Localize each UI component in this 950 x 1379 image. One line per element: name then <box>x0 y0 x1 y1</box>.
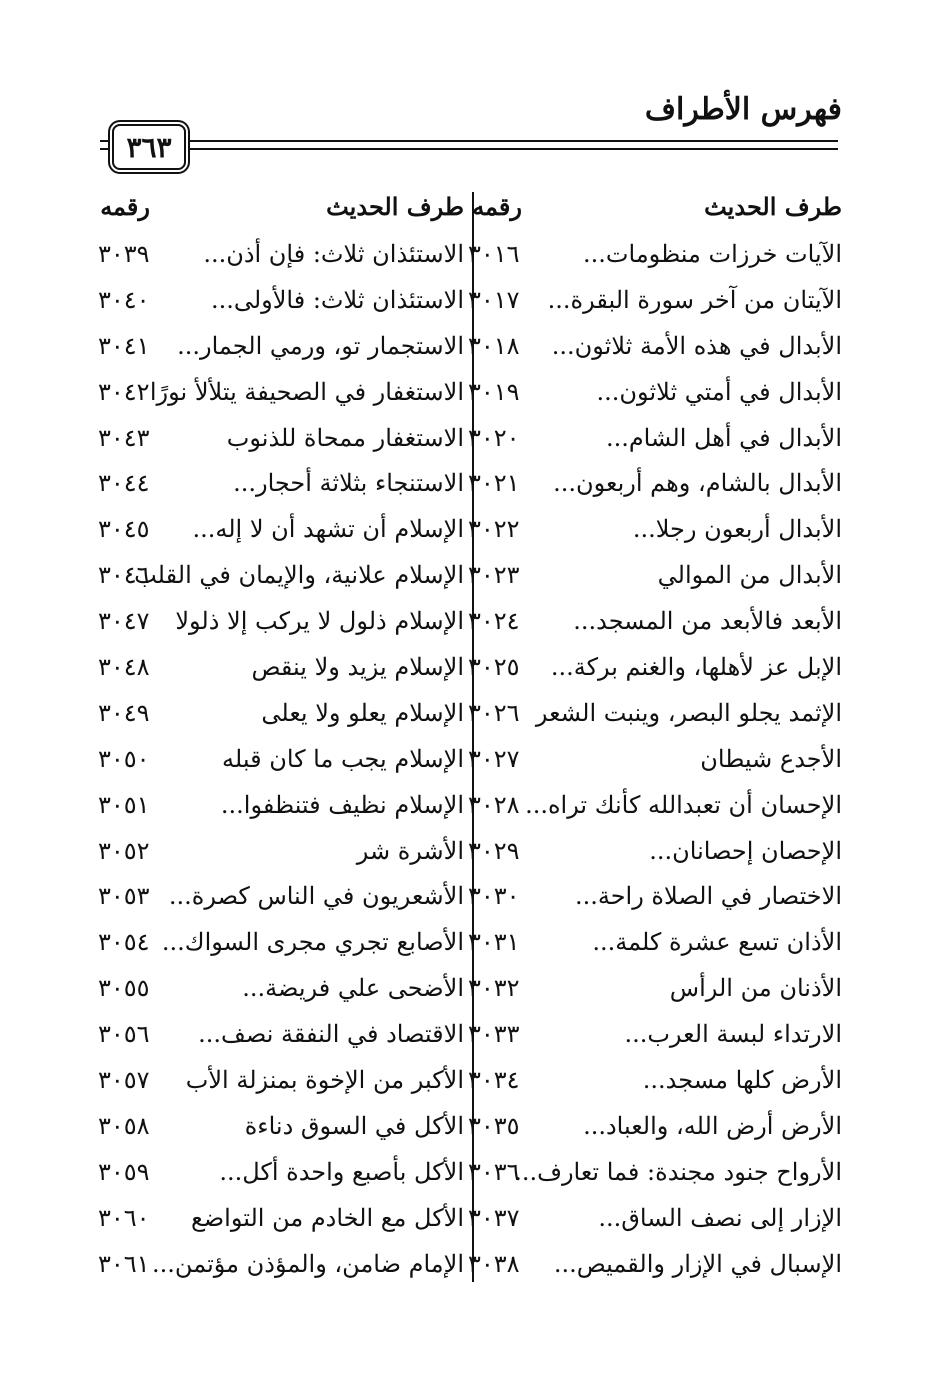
hadith-text: الاقتصاد في النفقة نصف... <box>198 1020 464 1049</box>
column-header-number: رقمه <box>100 192 150 221</box>
hadith-text: الإزار إلى نصف الساق... <box>598 1203 842 1232</box>
table-row <box>0 465 950 511</box>
hadith-text: الإحسان أن تعبدالله كأنك تراه... <box>525 790 842 819</box>
hadith-text: الأبدال بالشام، وهم أربعون... <box>553 469 842 498</box>
table-row <box>0 282 950 328</box>
hadith-number: ٣٠٥٨ <box>98 1111 150 1140</box>
hadith-number: ٣٠١٦ <box>468 240 520 268</box>
column-header-hadith: طرف الحديث <box>704 192 842 221</box>
hadith-text: الأبعد فالأبعد من المسجد... <box>573 607 842 636</box>
hadith-text: الأضحى علي فريضة... <box>242 974 464 1003</box>
hadith-text: الأبدال في أمتي ثلاثون... <box>596 377 842 406</box>
table-row <box>0 649 950 695</box>
header-rule <box>188 140 838 142</box>
table-row <box>0 374 950 420</box>
hadith-number: ٣٠٣٧ <box>468 1203 520 1232</box>
hadith-text: الأرض كلها مسجد... <box>642 1066 842 1095</box>
hadith-number: ٣٠٢٤ <box>468 607 520 636</box>
hadith-number: ٣٠٤٨ <box>98 653 150 682</box>
hadith-text: الاستغفار ممحاة للذنوب <box>226 423 464 452</box>
hadith-text: الاختصار في الصلاة راحة... <box>574 882 842 911</box>
hadith-number: ٣٠٤٦ <box>98 561 150 590</box>
hadith-text: الاستنجاء بثلاثة أحجار... <box>233 469 464 498</box>
hadith-number: ٣٠٢٨ <box>468 790 520 819</box>
hadith-number: ٣٠٣٨ <box>468 1249 520 1278</box>
hadith-number: ٣٠٥٦ <box>98 1020 150 1049</box>
column-header-hadith: طرف الحديث <box>326 192 464 221</box>
hadith-text: الإثمد يجلو البصر، وينبت الشعر <box>535 698 842 727</box>
hadith-text: الأبدال في هذه الأمة ثلاثون... <box>551 331 842 360</box>
hadith-number: ٣٠٤١ <box>98 331 150 360</box>
hadith-number: ٣٠٤٧ <box>98 607 150 636</box>
hadith-number: ٣٠٤٩ <box>98 698 150 727</box>
hadith-text: الأذنان من الرأس <box>669 974 842 1003</box>
hadith-number: ٣٠١٩ <box>468 377 520 406</box>
table-row <box>0 328 950 374</box>
hadith-text: الإسلام نظيف فتنظفوا... <box>220 790 464 819</box>
hadith-number: ٣٠٢٩ <box>468 836 520 865</box>
hadith-number: ٣٠٢٠ <box>468 423 520 452</box>
table-row <box>0 1062 950 1108</box>
table-row <box>0 1108 950 1154</box>
hadith-text: الاستجمار تو، ورمي الجمار... <box>177 331 464 360</box>
hadith-number: ٣٠٥٤ <box>98 928 150 957</box>
table-row <box>0 833 950 879</box>
hadith-number: ٣٠٥٥ <box>98 974 150 1003</box>
page-number: ٣٦٣ <box>112 124 186 170</box>
hadith-number: ٣٠٣٤ <box>468 1066 520 1095</box>
hadith-number: ٣٠٤٢ <box>98 377 150 406</box>
hadith-text: الأذان تسع عشرة كلمة... <box>592 928 842 957</box>
hadith-number: ٣٠٥١ <box>98 790 150 819</box>
table-row <box>0 1154 950 1200</box>
hadith-number: ٣٠٥٢ <box>98 836 150 865</box>
hadith-number: ٣٠٣٥ <box>468 1111 520 1140</box>
hadith-text: الإبل عز لأهلها، والغنم بركة... <box>550 653 842 682</box>
hadith-text: الآيتان من آخر سورة البقرة... <box>547 285 842 314</box>
hadith-text: الإمام ضامن، والمؤذن مؤتمن... <box>152 1249 464 1278</box>
hadith-number: ٣٠٥٩ <box>98 1157 150 1186</box>
hadith-number: ٣٠٣٢ <box>468 974 520 1003</box>
hadith-text: الإسلام يجب ما كان قبله <box>222 744 464 773</box>
hadith-number: ٣٠٣٠ <box>468 882 520 911</box>
page-title: فهرس الأطراف <box>644 92 842 127</box>
table-row <box>0 557 950 603</box>
index-table <box>0 236 950 1291</box>
hadith-number: ٣٠٤٥ <box>98 515 150 544</box>
hadith-number: ٣٠٢٢ <box>468 515 520 544</box>
hadith-number: ٣٠٤٤ <box>98 469 150 498</box>
hadith-text: الأبدال من الموالي <box>657 561 842 590</box>
column-header-number: رقمه <box>472 192 522 221</box>
hadith-text: الأكبر من الإخوة بمنزلة الأب <box>185 1066 464 1095</box>
hadith-number: ٣٠٢١ <box>468 469 520 498</box>
hadith-text: الإسلام ذلول لا يركب إلا ذلولا <box>175 607 464 636</box>
hadith-number: ٣٠٥٧ <box>98 1066 150 1095</box>
hadith-text: الاستغفار في الصحيفة يتلألأ نورًا <box>149 377 464 406</box>
hadith-text: الأبدال في أهل الشام... <box>605 423 842 452</box>
hadith-number: ٣٠٤٠ <box>98 285 150 314</box>
table-row <box>0 1246 950 1292</box>
hadith-text: الأرض أرض الله، والعباد... <box>583 1111 842 1140</box>
hadith-text: الآيات خرزات منظومات... <box>583 240 842 268</box>
table-row <box>0 420 950 466</box>
hadith-text: الإسلام يزيد ولا ينقص <box>251 653 464 682</box>
hadith-text: الأبدال أربعون رجلا... <box>632 515 842 544</box>
hadith-text: الإسلام يعلو ولا يعلى <box>261 698 464 727</box>
hadith-text: الإسلام أن تشهد أن لا إله... <box>192 515 464 544</box>
header-rule-double <box>188 148 838 150</box>
table-row <box>0 924 950 970</box>
hadith-number: ٣٠٣٣ <box>468 1020 520 1049</box>
table-row <box>0 511 950 557</box>
hadith-number: ٣٠١٧ <box>468 285 520 314</box>
hadith-text: الإحصان إحصانان... <box>649 836 842 865</box>
hadith-text: الأكل مع الخادم من التواضع <box>191 1203 464 1232</box>
table-row <box>0 878 950 924</box>
hadith-text: الاستئذان ثلاث: فإن أذن... <box>203 240 464 268</box>
hadith-number: ٣٠٢٣ <box>468 561 520 590</box>
table-row <box>0 970 950 1016</box>
hadith-text: الإسبال في الإزار والقميص... <box>553 1249 842 1278</box>
hadith-number: ٣٠٣٦ <box>468 1157 520 1186</box>
table-row <box>0 603 950 649</box>
hadith-number: ٣٠٤٣ <box>98 423 150 452</box>
hadith-text: الاستئذان ثلاث: فالأولى... <box>210 285 464 314</box>
table-row <box>0 1016 950 1062</box>
hadith-text: الإسلام علانية، والإيمان في القلب <box>134 561 464 590</box>
hadith-text: الأجدع شيطان <box>700 744 842 773</box>
hadith-text: الأصابع تجري مجرى السواك... <box>161 928 464 957</box>
hadith-number: ٣٠٥٣ <box>98 882 150 911</box>
table-row <box>0 1200 950 1246</box>
hadith-number: ٣٠٣١ <box>468 928 520 957</box>
hadith-number: ٣٠٢٦ <box>468 698 520 727</box>
hadith-number: ٣٠٦٠ <box>98 1203 150 1232</box>
hadith-text: الأكل في السوق دناءة <box>244 1111 464 1140</box>
hadith-number: ٣٠٦١ <box>98 1249 150 1278</box>
hadith-number: ٣٠٣٩ <box>98 240 150 268</box>
hadith-text: الأكل بأصبع واحدة أكل... <box>219 1157 464 1186</box>
hadith-number: ٣٠٢٧ <box>468 744 520 773</box>
table-row <box>0 236 950 282</box>
hadith-text: الارتداء لبسة العرب... <box>624 1020 842 1049</box>
hadith-text: الأرواح جنود مجندة: فما تعارف... <box>514 1157 842 1186</box>
hadith-text: الأشعريون في الناس كصرة... <box>168 882 464 911</box>
table-row <box>0 787 950 833</box>
table-row <box>0 741 950 787</box>
hadith-number: ٣٠٥٠ <box>98 744 150 773</box>
hadith-text: الأشرة شر <box>356 836 464 865</box>
page-number-ornament <box>100 140 108 150</box>
hadith-number: ٣٠١٨ <box>468 331 520 360</box>
hadith-number: ٣٠٢٥ <box>468 653 520 682</box>
table-row <box>0 695 950 741</box>
